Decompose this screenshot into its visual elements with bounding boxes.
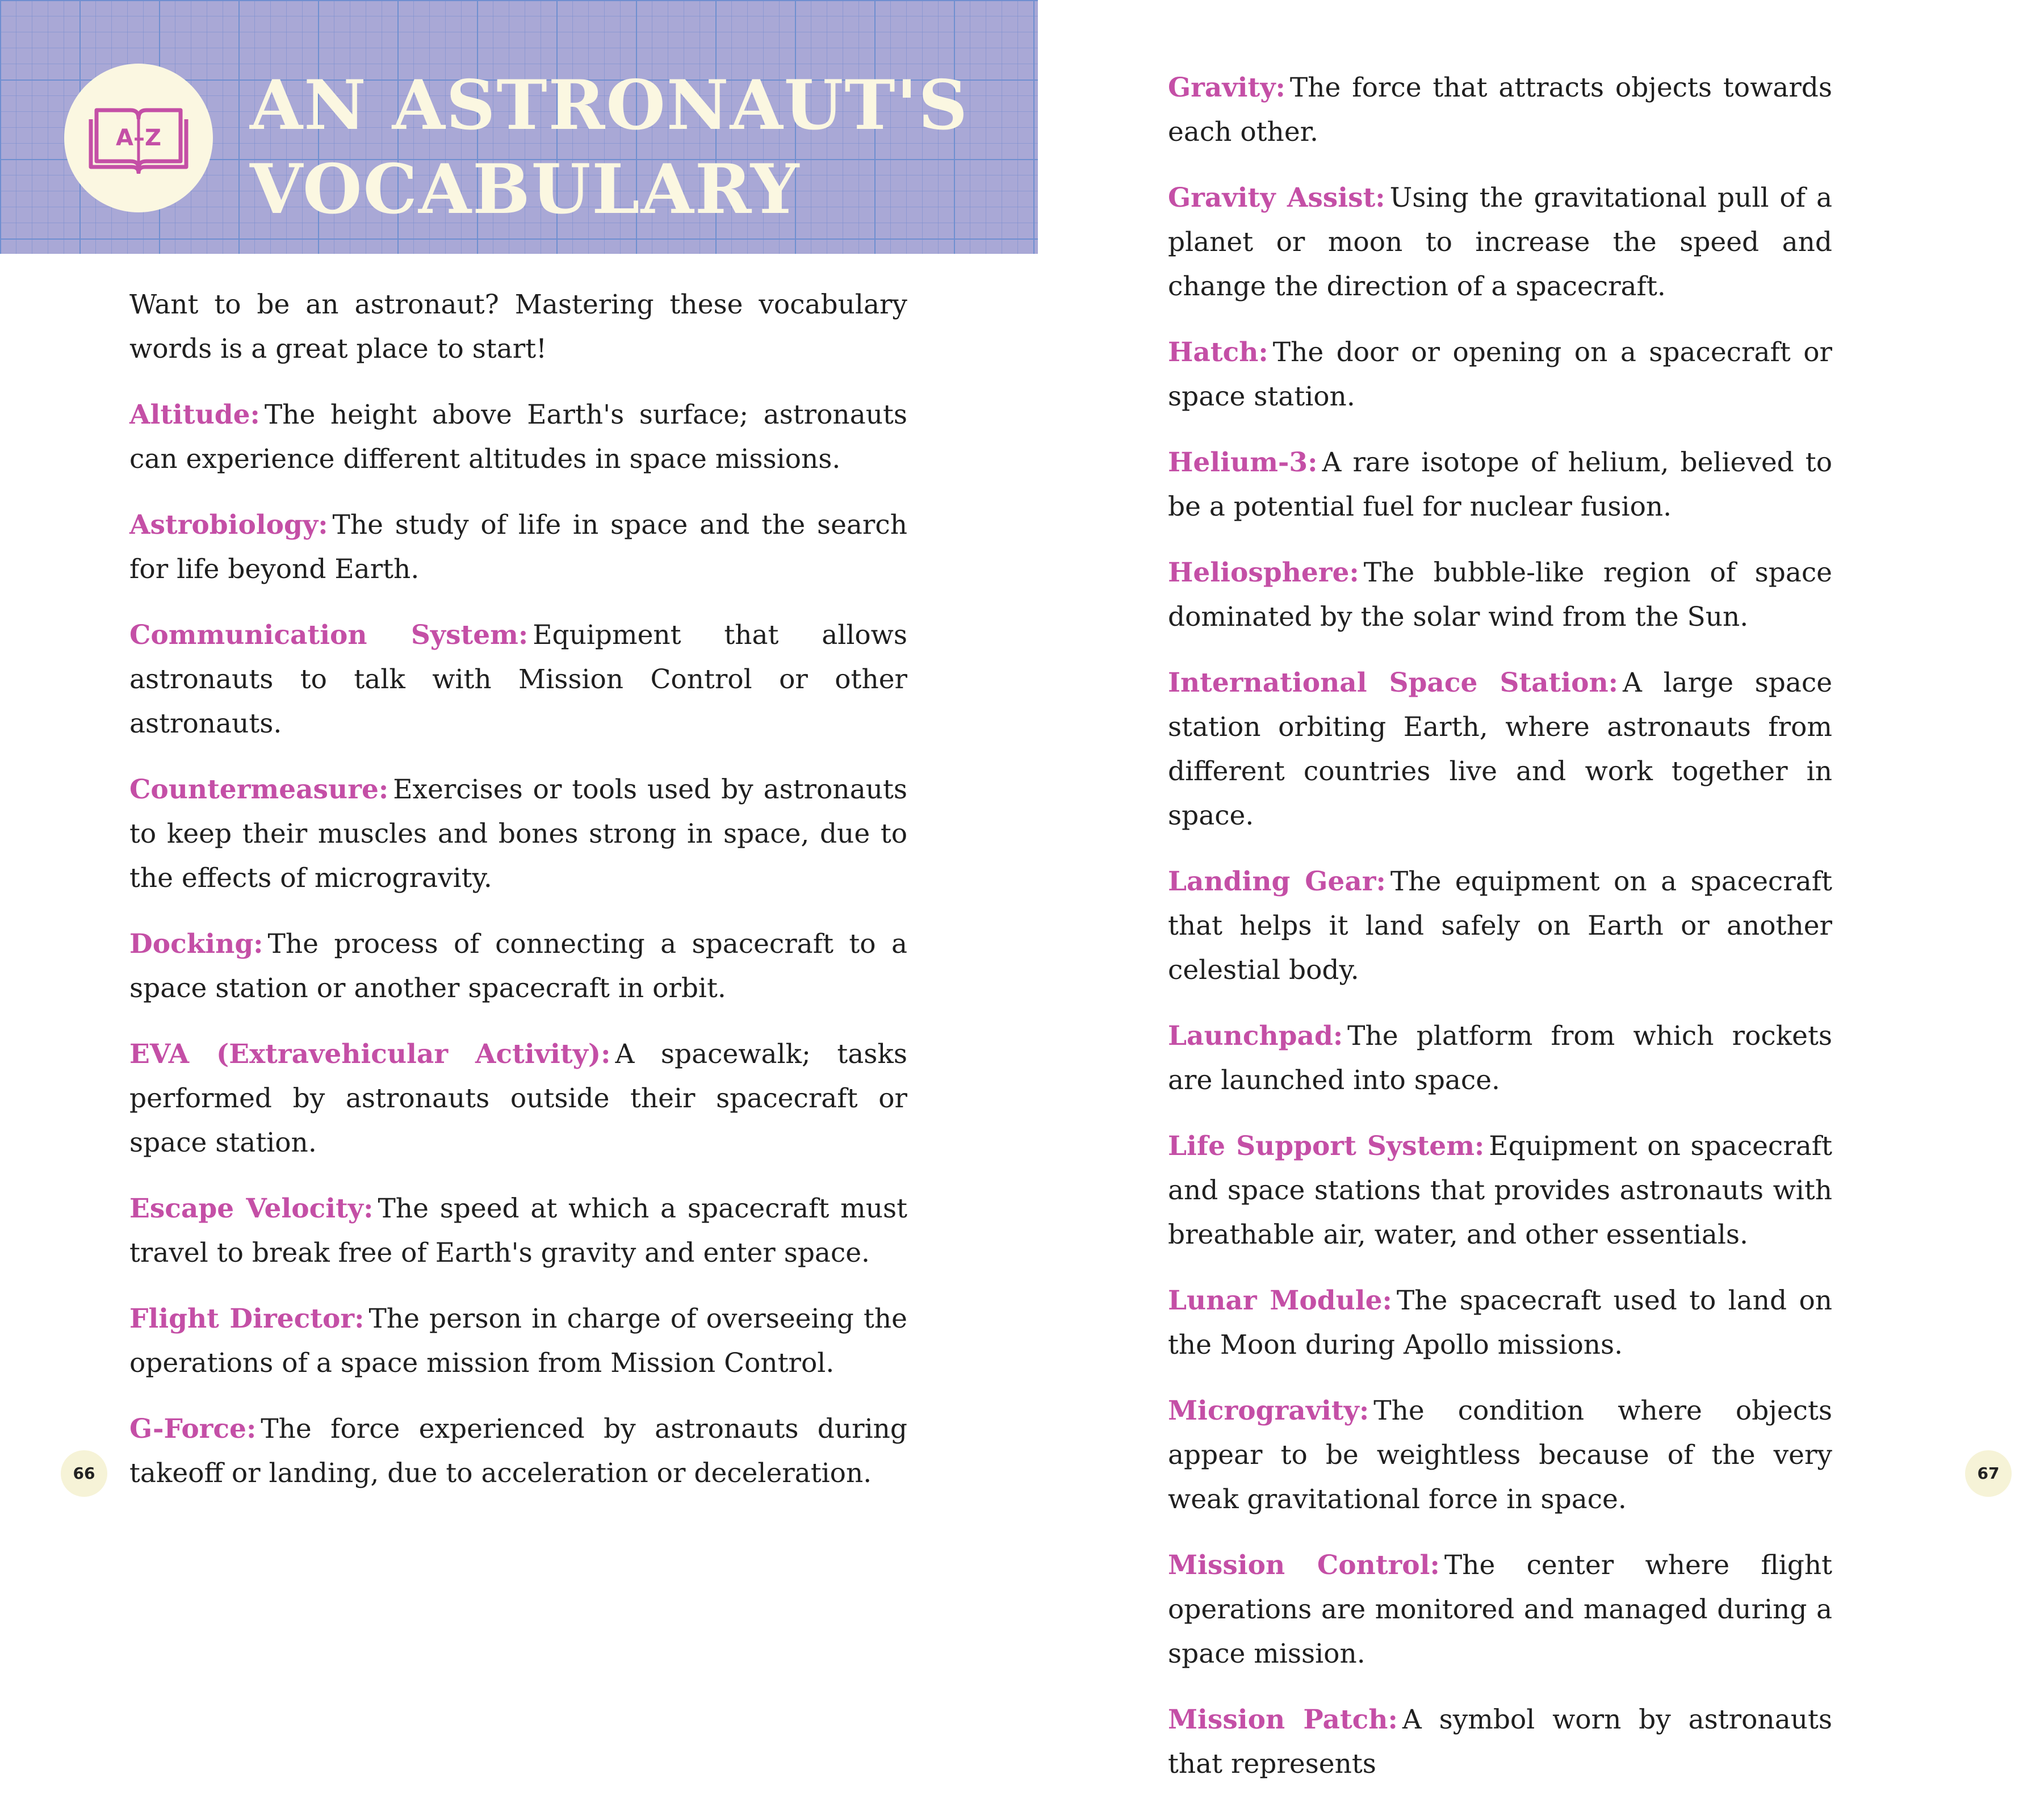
left-entry-list <box>129 393 907 1496</box>
glossary-definition: The bubble-like region of space dominated by the solar wind from the Sun. <box>1168 557 1832 633</box>
glossary-entry <box>129 1407 907 1496</box>
svg-text:A–Z: A–Z <box>116 125 161 151</box>
glossary-definition: The force that attracts objects towards each other. <box>1168 72 1832 148</box>
glossary-term: Countermeasure: <box>129 774 389 805</box>
glossary-term: Gravity Assist: <box>1168 182 1385 214</box>
glossary-definition: The person in charge of overseeing the operations of a space mission from Mission Control. <box>129 1303 907 1379</box>
page-number-right: 67 <box>1965 1450 2012 1497</box>
right-page <box>1022 0 2044 1780</box>
glossary-definition: Exercises or tools used by astronauts to keep their muscles and bones strong in space, due to the effects of microgravity. <box>129 774 907 894</box>
glossary-term: Mission Control: <box>1168 1550 1440 1581</box>
page-number-left: 66 <box>61 1450 107 1497</box>
glossary-entry <box>1168 1698 1832 1786</box>
glossary-entry <box>129 922 907 1011</box>
glossary-entry <box>1168 661 1832 838</box>
glossary-entry <box>1168 1124 1832 1257</box>
right-entry-list <box>1168 66 1832 1786</box>
glossary-definition: The platform from which rockets are launched into space. <box>1168 1020 1832 1096</box>
glossary-entry <box>1168 551 1832 639</box>
glossary-definition: A symbol worn by astronauts that represents <box>1168 1704 1832 1780</box>
glossary-term: Life Support System: <box>1168 1131 1485 1162</box>
glossary-term: Heliosphere: <box>1168 557 1359 588</box>
glossary-term: Escape Velocity: <box>129 1193 374 1224</box>
glossary-term: Astrobiology: <box>129 509 328 541</box>
glossary-entry <box>1168 441 1832 529</box>
glossary-definition: The speed at which a spacecraft must travel to break free of Earth's gravity and enter space. <box>129 1193 907 1269</box>
glossary-definition: The process of connecting a spacecraft to a space station or another spacecraft in orbit. <box>129 928 907 1004</box>
glossary-term: Altitude: <box>129 399 260 430</box>
glossary-term: G-Force: <box>129 1413 257 1445</box>
glossary-entry <box>1168 1389 1832 1522</box>
glossary-term: Microgravity: <box>1168 1395 1369 1426</box>
title-line-2: VOCABULARY <box>250 149 801 229</box>
right-column <box>1168 66 1832 1808</box>
glossary-definition: The door or opening on a spacecraft or space station. <box>1168 337 1832 412</box>
glossary-definition: The center where flight operations are monitored and managed during a space mission. <box>1168 1550 1832 1669</box>
glossary-definition: Equipment on spacecraft and space stations that provides astronauts with breathable air, water, and other essentials. <box>1168 1131 1832 1250</box>
glossary-entry <box>1168 176 1832 309</box>
header-banner <box>0 0 1038 254</box>
glossary-term: Gravity: <box>1168 72 1285 103</box>
glossary-entry <box>1168 66 1832 154</box>
glossary-term: Helium-3: <box>1168 447 1318 478</box>
glossary-term: Flight Director: <box>129 1303 365 1334</box>
glossary-definition: A spacewalk; tasks performed by astronauts outside their spacecraft or space station. <box>129 1039 907 1158</box>
glossary-term: EVA (Extravehicular Activity): <box>129 1039 611 1070</box>
glossary-entry <box>129 503 907 592</box>
title-line-1: AN ASTRONAUT'S <box>250 65 969 145</box>
glossary-term: Hatch: <box>1168 337 1268 368</box>
left-column <box>129 283 907 1517</box>
glossary-definition: Using the gravitational pull of a planet or moon to increase the speed and change the direction of a spacecraft. <box>1168 182 1832 302</box>
glossary-term: Landing Gear: <box>1168 866 1386 897</box>
book-a-z-icon <box>89 102 189 174</box>
intro-text: Want to be an astronaut? Mastering these vocabulary words is a great place to start! <box>129 289 907 365</box>
glossary-entry <box>129 1187 907 1275</box>
glossary-definition: The height above Earth's surface; astronauts can experience different altitudes in space missions. <box>129 399 907 475</box>
glossary-entry <box>1168 860 1832 993</box>
glossary-entry <box>1168 1543 1832 1676</box>
glossary-definition: A large space station orbiting Earth, where astronauts from different countries live and work together in space. <box>1168 667 1833 831</box>
glossary-term: International Space Station: <box>1168 667 1618 698</box>
glossary-term: Launchpad: <box>1168 1020 1343 1052</box>
glossary-entry <box>129 393 907 482</box>
glossary-definition: The study of life in space and the search for life beyond Earth. <box>129 509 907 585</box>
glossary-term: Lunar Module: <box>1168 1285 1392 1316</box>
glossary-definition: The condition where objects appear to be weightless because of the very weak gravitational force in space. <box>1168 1395 1832 1515</box>
glossary-definition: The force experienced by astronauts during takeoff or landing, due to acceleration or deceleration. <box>129 1413 907 1489</box>
glossary-entry <box>1168 1014 1832 1103</box>
glossary-entry <box>129 613 907 746</box>
glossary-definition: The equipment on a spacecraft that helps it land safely on Earth or another celestial body. <box>1168 866 1832 986</box>
glossary-definition: Equipment that allows astronauts to talk with Mission Control or other astronauts. <box>129 620 908 739</box>
glossary-entry <box>1168 330 1832 419</box>
glossary-term: Docking: <box>129 928 263 960</box>
page-title <box>250 64 969 232</box>
badge <box>64 64 213 212</box>
left-page <box>0 0 1022 1533</box>
glossary-term: Mission Patch: <box>1168 1704 1398 1735</box>
glossary-entry <box>129 768 907 901</box>
glossary-definition: A rare isotope of helium, believed to be a potential fuel for nuclear fusion. <box>1168 447 1832 522</box>
glossary-definition: The spacecraft used to land on the Moon during Apollo missions. <box>1168 1285 1833 1361</box>
glossary-entry <box>1168 1279 1832 1367</box>
glossary-term: Communication System: <box>129 620 529 651</box>
glossary-entry <box>129 1297 907 1386</box>
glossary-entry <box>129 1032 907 1165</box>
